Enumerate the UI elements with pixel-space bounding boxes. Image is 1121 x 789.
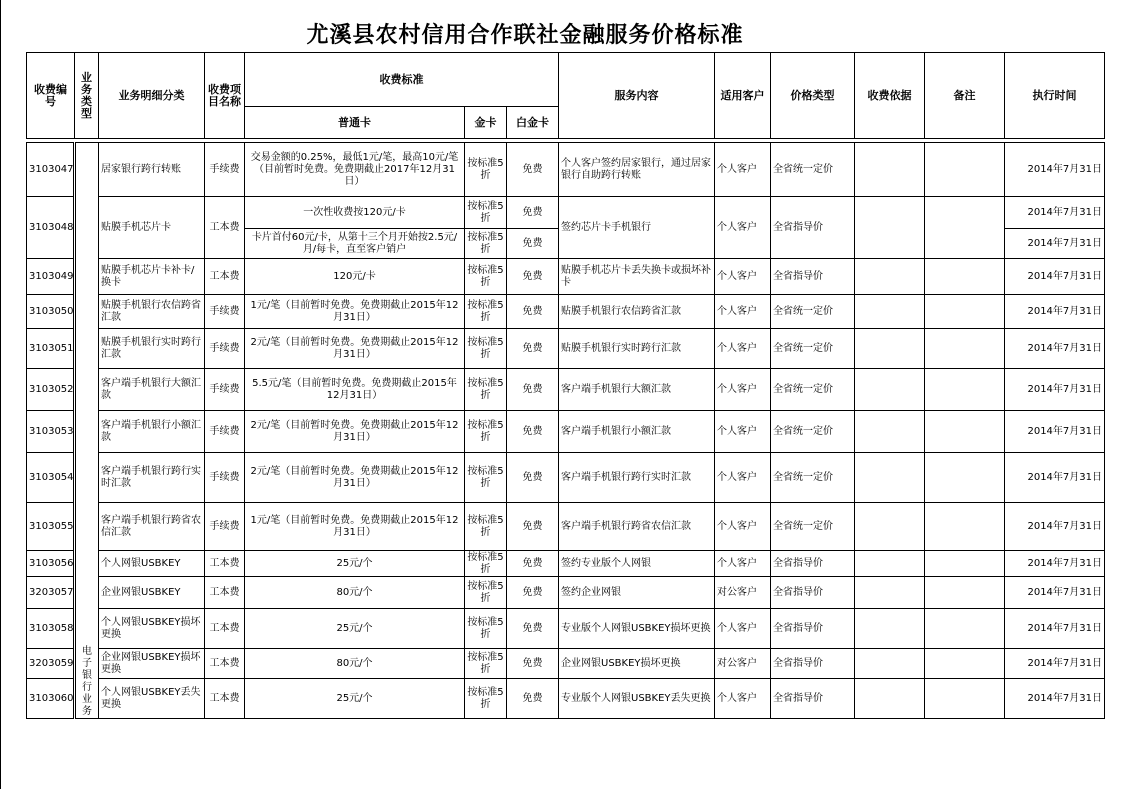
header-standard: 收费标准: [245, 53, 559, 107]
detail-category: 客户端手机银行跨行实时汇款: [99, 453, 205, 503]
fee-basis: [855, 453, 925, 503]
detail-category: 个人网银USBKEY损坏更换: [99, 609, 205, 649]
price-type: 全省指导价: [771, 649, 855, 679]
price-type: 全省统一定价: [771, 329, 855, 369]
price-table: [26, 52, 1105, 719]
applicable-customer: 个人客户: [715, 295, 771, 329]
price-type: 全省统一定价: [771, 453, 855, 503]
gold-card-fee: 按标准5折: [465, 649, 507, 679]
detail-category: 企业网银USBKEY损坏更换: [99, 649, 205, 679]
detail-category: 企业网银USBKEY: [99, 577, 205, 609]
detail-category: 个人网银USBKEY丢失更换: [99, 679, 205, 719]
header-service: 服务内容: [559, 53, 715, 139]
platinum-card-fee: 免费: [507, 577, 559, 609]
detail-category: 个人网银USBKEY: [99, 551, 205, 577]
service-content: 客户端手机银行跨省农信汇款: [559, 503, 715, 551]
fee-basis: [855, 679, 925, 719]
fee-item: 手续费: [205, 295, 245, 329]
table-row: [27, 551, 1105, 577]
effective-date: 2014年7月31日: [1005, 197, 1105, 229]
gold-card-fee: 按标准5折: [465, 551, 507, 577]
page-title: 尤溪县农村信用合作联社金融服务价格标准: [306, 22, 744, 48]
effective-date: 2014年7月31日: [1005, 259, 1105, 295]
normal-card-fee: 25元/个: [245, 551, 465, 577]
gold-card-fee: 按标准5折: [465, 503, 507, 551]
header-remark: 备注: [925, 53, 1005, 139]
platinum-card-fee: 免费: [507, 551, 559, 577]
service-content: 贴膜手机银行实时跨行汇款: [559, 329, 715, 369]
fee-item: 工本费: [205, 577, 245, 609]
price-type: 全省指导价: [771, 197, 855, 259]
fee-code: 3103056: [27, 551, 75, 577]
gold-card-fee: 按标准5折: [465, 411, 507, 453]
table-row: [27, 503, 1105, 551]
fee-basis: [855, 259, 925, 295]
effective-date: 2014年7月31日: [1005, 609, 1105, 649]
fee-basis: [855, 411, 925, 453]
platinum-card-fee: 免费: [507, 295, 559, 329]
effective-date: 2014年7月31日: [1005, 369, 1105, 411]
gold-card-fee: 按标准5折: [465, 143, 507, 197]
table-row: [27, 679, 1105, 719]
remark: [925, 609, 1005, 649]
effective-date: 2014年7月31日: [1005, 411, 1105, 453]
price-type: 全省统一定价: [771, 411, 855, 453]
remark: [925, 295, 1005, 329]
remark: [925, 649, 1005, 679]
platinum-card-fee: 免费: [507, 259, 559, 295]
fee-item: 手续费: [205, 143, 245, 197]
fee-code: 3103048: [27, 197, 75, 259]
platinum-card-fee: 免费: [507, 369, 559, 411]
platinum-card-fee: 免费: [507, 503, 559, 551]
platinum-card-fee: 免费: [507, 197, 559, 229]
remark: [925, 259, 1005, 295]
gold-card-fee: 按标准5折: [465, 295, 507, 329]
applicable-customer: 对公客户: [715, 577, 771, 609]
price-type: 全省指导价: [771, 259, 855, 295]
platinum-card-fee: 免费: [507, 609, 559, 649]
header-code: 收费编号: [27, 53, 75, 139]
fee-basis: [855, 577, 925, 609]
header-price-type: 价格类型: [771, 53, 855, 139]
normal-card-fee: 25元/个: [245, 679, 465, 719]
normal-card-fee: 120元/卡: [245, 259, 465, 295]
remark: [925, 679, 1005, 719]
effective-date: 2014年7月31日: [1005, 577, 1105, 609]
effective-date: 2014年7月31日: [1005, 649, 1105, 679]
effective-date: 2014年7月31日: [1005, 229, 1105, 259]
table-row: [27, 259, 1105, 295]
fee-basis: [855, 197, 925, 259]
platinum-card-fee: 免费: [507, 229, 559, 259]
service-content: 客户端手机银行跨行实时汇款: [559, 453, 715, 503]
detail-category: 贴膜手机银行农信跨省汇款: [99, 295, 205, 329]
header-normal-card: 普通卡: [245, 107, 465, 139]
gold-card-fee: 按标准5折: [465, 329, 507, 369]
normal-card-fee: 2元/笔（目前暂时免费。免费期截止2015年12月31日）: [245, 329, 465, 369]
table-row: [27, 609, 1105, 649]
fee-code: 3103053: [27, 411, 75, 453]
normal-card-fee: 25元/个: [245, 609, 465, 649]
platinum-card-fee: 免费: [507, 649, 559, 679]
fee-item: 工本费: [205, 679, 245, 719]
price-type: 全省统一定价: [771, 143, 855, 197]
price-type: 全省指导价: [771, 609, 855, 649]
gold-card-fee: 按标准5折: [465, 453, 507, 503]
remark: [925, 551, 1005, 577]
detail-category: 贴膜手机芯片卡补卡/换卡: [99, 259, 205, 295]
normal-card-fee: 1元/笔（目前暂时免费。免费期截止2015年12月31日）: [245, 503, 465, 551]
fee-code: 3103050: [27, 295, 75, 329]
service-content: 个人客户签约居家银行，通过居家银行自助跨行转账: [559, 143, 715, 197]
applicable-customer: 个人客户: [715, 329, 771, 369]
price-type: 全省指导价: [771, 577, 855, 609]
normal-card-fee: 80元/个: [245, 649, 465, 679]
table-row: [27, 649, 1105, 679]
fee-code: 3103054: [27, 453, 75, 503]
fee-item: 工本费: [205, 197, 245, 259]
remark: [925, 453, 1005, 503]
fee-item: 手续费: [205, 453, 245, 503]
fee-basis: [855, 369, 925, 411]
service-content: 客户端手机银行大额汇款: [559, 369, 715, 411]
fee-code: 3103052: [27, 369, 75, 411]
platinum-card-fee: 免费: [507, 679, 559, 719]
effective-date: 2014年7月31日: [1005, 679, 1105, 719]
effective-date: 2014年7月31日: [1005, 143, 1105, 197]
fee-basis: [855, 295, 925, 329]
detail-category: 居家银行跨行转账: [99, 143, 205, 197]
remark: [925, 503, 1005, 551]
effective-date: 2014年7月31日: [1005, 453, 1105, 503]
normal-card-fee: 2元/笔（目前暂时免费。免费期截止2015年12月31日）: [245, 453, 465, 503]
gold-card-fee: 按标准5折: [465, 369, 507, 411]
fee-item: 手续费: [205, 411, 245, 453]
fee-basis: [855, 143, 925, 197]
fee-code: 3103055: [27, 503, 75, 551]
remark: [925, 143, 1005, 197]
fee-item: 工本费: [205, 649, 245, 679]
fee-code: 3103060: [27, 679, 75, 719]
applicable-customer: 个人客户: [715, 411, 771, 453]
gold-card-fee: 按标准5折: [465, 577, 507, 609]
fee-item: 手续费: [205, 503, 245, 551]
remark: [925, 197, 1005, 259]
applicable-customer: 对公客户: [715, 649, 771, 679]
table-body: [27, 139, 1105, 719]
gold-card-fee: 按标准5折: [465, 609, 507, 649]
service-content: 签约芯片卡手机银行: [559, 197, 715, 259]
fee-basis: [855, 503, 925, 551]
applicable-customer: 个人客户: [715, 197, 771, 259]
business-category: 电子银行业务: [75, 143, 99, 719]
detail-category: 贴膜手机芯片卡: [99, 197, 205, 259]
table-row: [27, 453, 1105, 503]
price-type: 全省指导价: [771, 551, 855, 577]
detail-category: 客户端手机银行跨省农信汇款: [99, 503, 205, 551]
price-type: 全省统一定价: [771, 295, 855, 329]
table-row: [27, 329, 1105, 369]
normal-card-fee: 卡片首付60元/卡，从第十三个月开始按2.5元/月/每卡，直至客户销户: [245, 229, 465, 259]
fee-basis: [855, 329, 925, 369]
applicable-customer: 个人客户: [715, 143, 771, 197]
fee-basis: [855, 649, 925, 679]
remark: [925, 577, 1005, 609]
platinum-card-fee: 免费: [507, 143, 559, 197]
sheet-left-edge: [0, 0, 1, 789]
service-content: 签约专业版个人网银: [559, 551, 715, 577]
applicable-customer: 个人客户: [715, 453, 771, 503]
header-customer: 适用客户: [715, 53, 771, 139]
effective-date: 2014年7月31日: [1005, 503, 1105, 551]
normal-card-fee: 1元/笔（目前暂时免费。免费期截止2015年12月31日）: [245, 295, 465, 329]
fee-code: 3103058: [27, 609, 75, 649]
effective-date: 2014年7月31日: [1005, 295, 1105, 329]
fee-item: 工本费: [205, 609, 245, 649]
applicable-customer: 个人客户: [715, 369, 771, 411]
service-content: 贴膜手机银行农信跨省汇款: [559, 295, 715, 329]
table-row: [27, 411, 1105, 453]
fee-basis: [855, 609, 925, 649]
header-category: 业务类型: [75, 53, 99, 139]
applicable-customer: 个人客户: [715, 503, 771, 551]
header-date: 执行时间: [1005, 53, 1105, 139]
fee-code: 3103051: [27, 329, 75, 369]
remark: [925, 369, 1005, 411]
fee-code: 3103049: [27, 259, 75, 295]
applicable-customer: 个人客户: [715, 259, 771, 295]
normal-card-fee: 交易金额的0.25%，最低1元/笔，最高10元/笔（目前暂时免费。免费期截止2017年12月31日）: [245, 143, 465, 197]
price-type: 全省指导价: [771, 679, 855, 719]
header-gold-card: 金卡: [465, 107, 507, 139]
service-content: 专业版个人网银USBKEY丢失更换: [559, 679, 715, 719]
fee-code: 3203059: [27, 649, 75, 679]
table-row: [27, 143, 1105, 197]
fee-code: 3103047: [27, 143, 75, 197]
normal-card-fee: 一次性收费按120元/卡: [245, 197, 465, 229]
detail-category: 客户端手机银行大额汇款: [99, 369, 205, 411]
normal-card-fee: 2元/笔（目前暂时免费。免费期截止2015年12月31日）: [245, 411, 465, 453]
fee-item: 工本费: [205, 551, 245, 577]
price-type: 全省统一定价: [771, 503, 855, 551]
detail-category: 贴膜手机银行实时跨行汇款: [99, 329, 205, 369]
table-row: [27, 577, 1105, 609]
header-detail: 业务明细分类: [99, 53, 205, 139]
applicable-customer: 个人客户: [715, 609, 771, 649]
service-content: 专业版个人网银USBKEY损坏更换: [559, 609, 715, 649]
fee-basis: [855, 551, 925, 577]
service-content: 签约企业网银: [559, 577, 715, 609]
detail-category: 客户端手机银行小额汇款: [99, 411, 205, 453]
effective-date: 2014年7月31日: [1005, 551, 1105, 577]
table-row: [27, 369, 1105, 411]
gold-card-fee: 按标准5折: [465, 679, 507, 719]
normal-card-fee: 5.5元/笔（目前暂时免费。免费期截止2015年12月31日）: [245, 369, 465, 411]
header-platinum-card: 白金卡: [507, 107, 559, 139]
table-row: [27, 295, 1105, 329]
gold-card-fee: 按标准5折: [465, 229, 507, 259]
price-type: 全省统一定价: [771, 369, 855, 411]
platinum-card-fee: 免费: [507, 411, 559, 453]
table-row: [27, 197, 1105, 229]
platinum-card-fee: 免费: [507, 453, 559, 503]
header-basis: 收费依据: [855, 53, 925, 139]
fee-item: 手续费: [205, 329, 245, 369]
normal-card-fee: 80元/个: [245, 577, 465, 609]
fee-code: 3203057: [27, 577, 75, 609]
service-content: 企业网银USBKEY损坏更换: [559, 649, 715, 679]
fee-item: 手续费: [205, 369, 245, 411]
applicable-customer: 个人客户: [715, 679, 771, 719]
service-content: 贴膜手机芯片卡丢失换卡或损坏补卡: [559, 259, 715, 295]
remark: [925, 411, 1005, 453]
gold-card-fee: 按标准5折: [465, 197, 507, 229]
remark: [925, 329, 1005, 369]
effective-date: 2014年7月31日: [1005, 329, 1105, 369]
header-item: 收费项目名称: [205, 53, 245, 139]
fee-item: 工本费: [205, 259, 245, 295]
service-content: 客户端手机银行小额汇款: [559, 411, 715, 453]
gold-card-fee: 按标准5折: [465, 259, 507, 295]
applicable-customer: 个人客户: [715, 551, 771, 577]
platinum-card-fee: 免费: [507, 329, 559, 369]
